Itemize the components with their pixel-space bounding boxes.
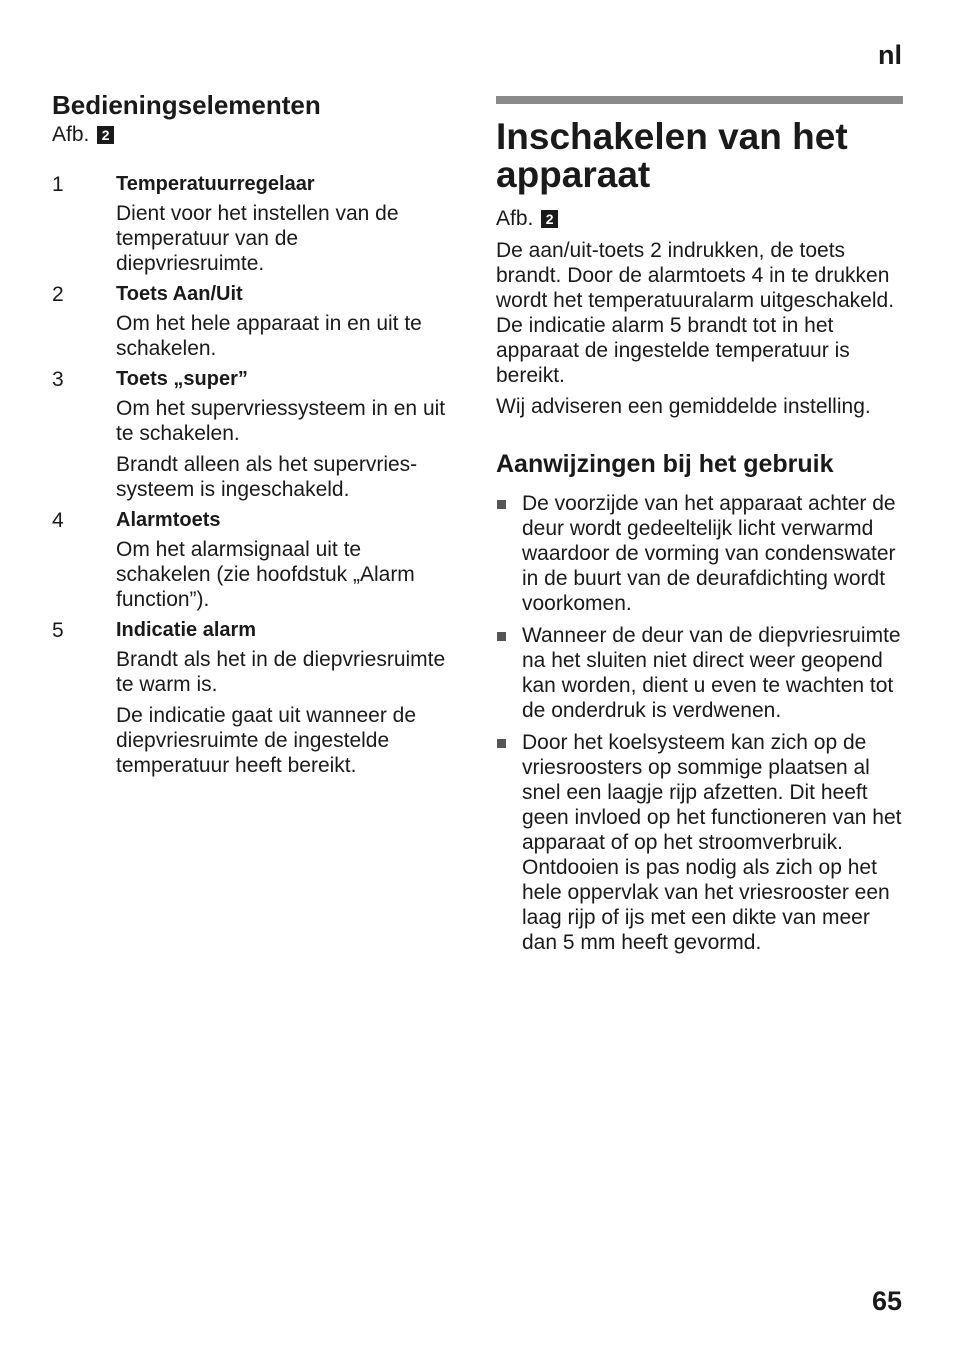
advice-paragraph: Wij adviseren een gemiddelde instelling. — [496, 395, 871, 418]
control-item — [52, 618, 447, 778]
figure-reference — [496, 206, 903, 232]
square-bullet-icon — [497, 500, 506, 509]
list-item-text: Wanneer de deur van de diepvriesruimte na het sluiten niet direct weer geopend kan worden, dient u even te wachten tot de onderdruk is verdwenen. — [522, 624, 901, 722]
switch-on-section — [496, 96, 903, 962]
control-description: Dient voor het instellen van de temperatuur van de diepvriesruimte. — [116, 202, 399, 275]
usage-notes-list — [496, 491, 903, 955]
control-description: De indicatie gaat uit wanneer de diepvriesruimte de ingestelde temperatuur heeft bereikt. — [116, 704, 417, 777]
language-label: nl — [878, 40, 902, 70]
figure-label: Afb. — [52, 123, 90, 146]
control-number: 1 — [52, 173, 64, 196]
control-description: Om het supervriessysteem in en uit te schakelen. — [116, 397, 446, 445]
control-item — [52, 172, 447, 276]
control-title: Alarmtoets — [116, 509, 221, 531]
control-description: Om het alarmsignaal uit te schakelen (zie hoofdstuk „Alarm function”). — [116, 538, 415, 611]
control-number: 3 — [52, 368, 64, 391]
square-bullet-icon — [497, 739, 506, 748]
switch-on-title: Inschakelen van het apparaat — [496, 116, 848, 195]
control-title: Temperatuurregelaar — [116, 173, 315, 195]
section-rule — [496, 96, 903, 104]
square-bullet-icon — [497, 632, 506, 641]
control-description: Brandt als het in de diepvriesruimte te warm is. — [116, 648, 446, 696]
control-number: 5 — [52, 619, 64, 642]
list-item — [496, 491, 903, 616]
control-number: 4 — [52, 509, 64, 532]
control-title: Toets Aan/Uit — [116, 283, 243, 305]
list-item — [496, 623, 903, 723]
control-title: Toets „super” — [116, 368, 248, 390]
control-title: Indicatie alarm — [116, 619, 257, 641]
switch-on-paragraph: De aan/uit-toets 2 indrukken, de toets brandt. Door de alarmtoets 4 in te drukken wordt het temperatuuralarm uitgeschakeld. De indicatie alarm 5 brandt tot in het apparaat de ingestelde temperatuur is bereikt. — [496, 239, 895, 387]
control-item — [52, 282, 447, 361]
page-number: 65 — [871, 1286, 902, 1316]
control-description: Brandt alleen als het supervriessysteem is ingeschakeld. — [116, 453, 418, 501]
figure-reference — [52, 122, 447, 148]
usage-notes-heading: Aanwijzingen bij het gebruik — [496, 450, 834, 478]
controls-section — [52, 88, 447, 784]
controls-list — [52, 172, 447, 778]
figure-number-badge: 2 — [541, 210, 558, 228]
controls-heading: Bedieningselementen — [52, 90, 321, 120]
control-description: Om het hele apparaat in en uit te schakelen. — [116, 312, 422, 360]
control-item — [52, 508, 447, 612]
control-item — [52, 367, 447, 502]
figure-label: Afb. — [496, 207, 534, 230]
control-number: 2 — [52, 283, 64, 306]
list-item — [496, 730, 903, 955]
figure-number-badge: 2 — [97, 126, 114, 144]
list-item-text: Door het koelsysteem kan zich op de vriesroosters op sommige plaatsen al snel een laagje rijp afzetten. Dit heeft geen invloed op het functioneren van het apparaat of op het stroomverbruik. Ontdooien is pas nodig als zich op het hele oppervlak van het vriesrooster een laag rijp of ijs met een dikte van meer dan 5 mm heeft gevormd. — [522, 731, 902, 954]
list-item-text: De voorzijde van het apparaat achter de deur wordt gedeeltelijk licht verwarmd waardoor de vorming van condenswater in de buurt van de deurafdichting wordt voorkomen. — [522, 492, 896, 615]
